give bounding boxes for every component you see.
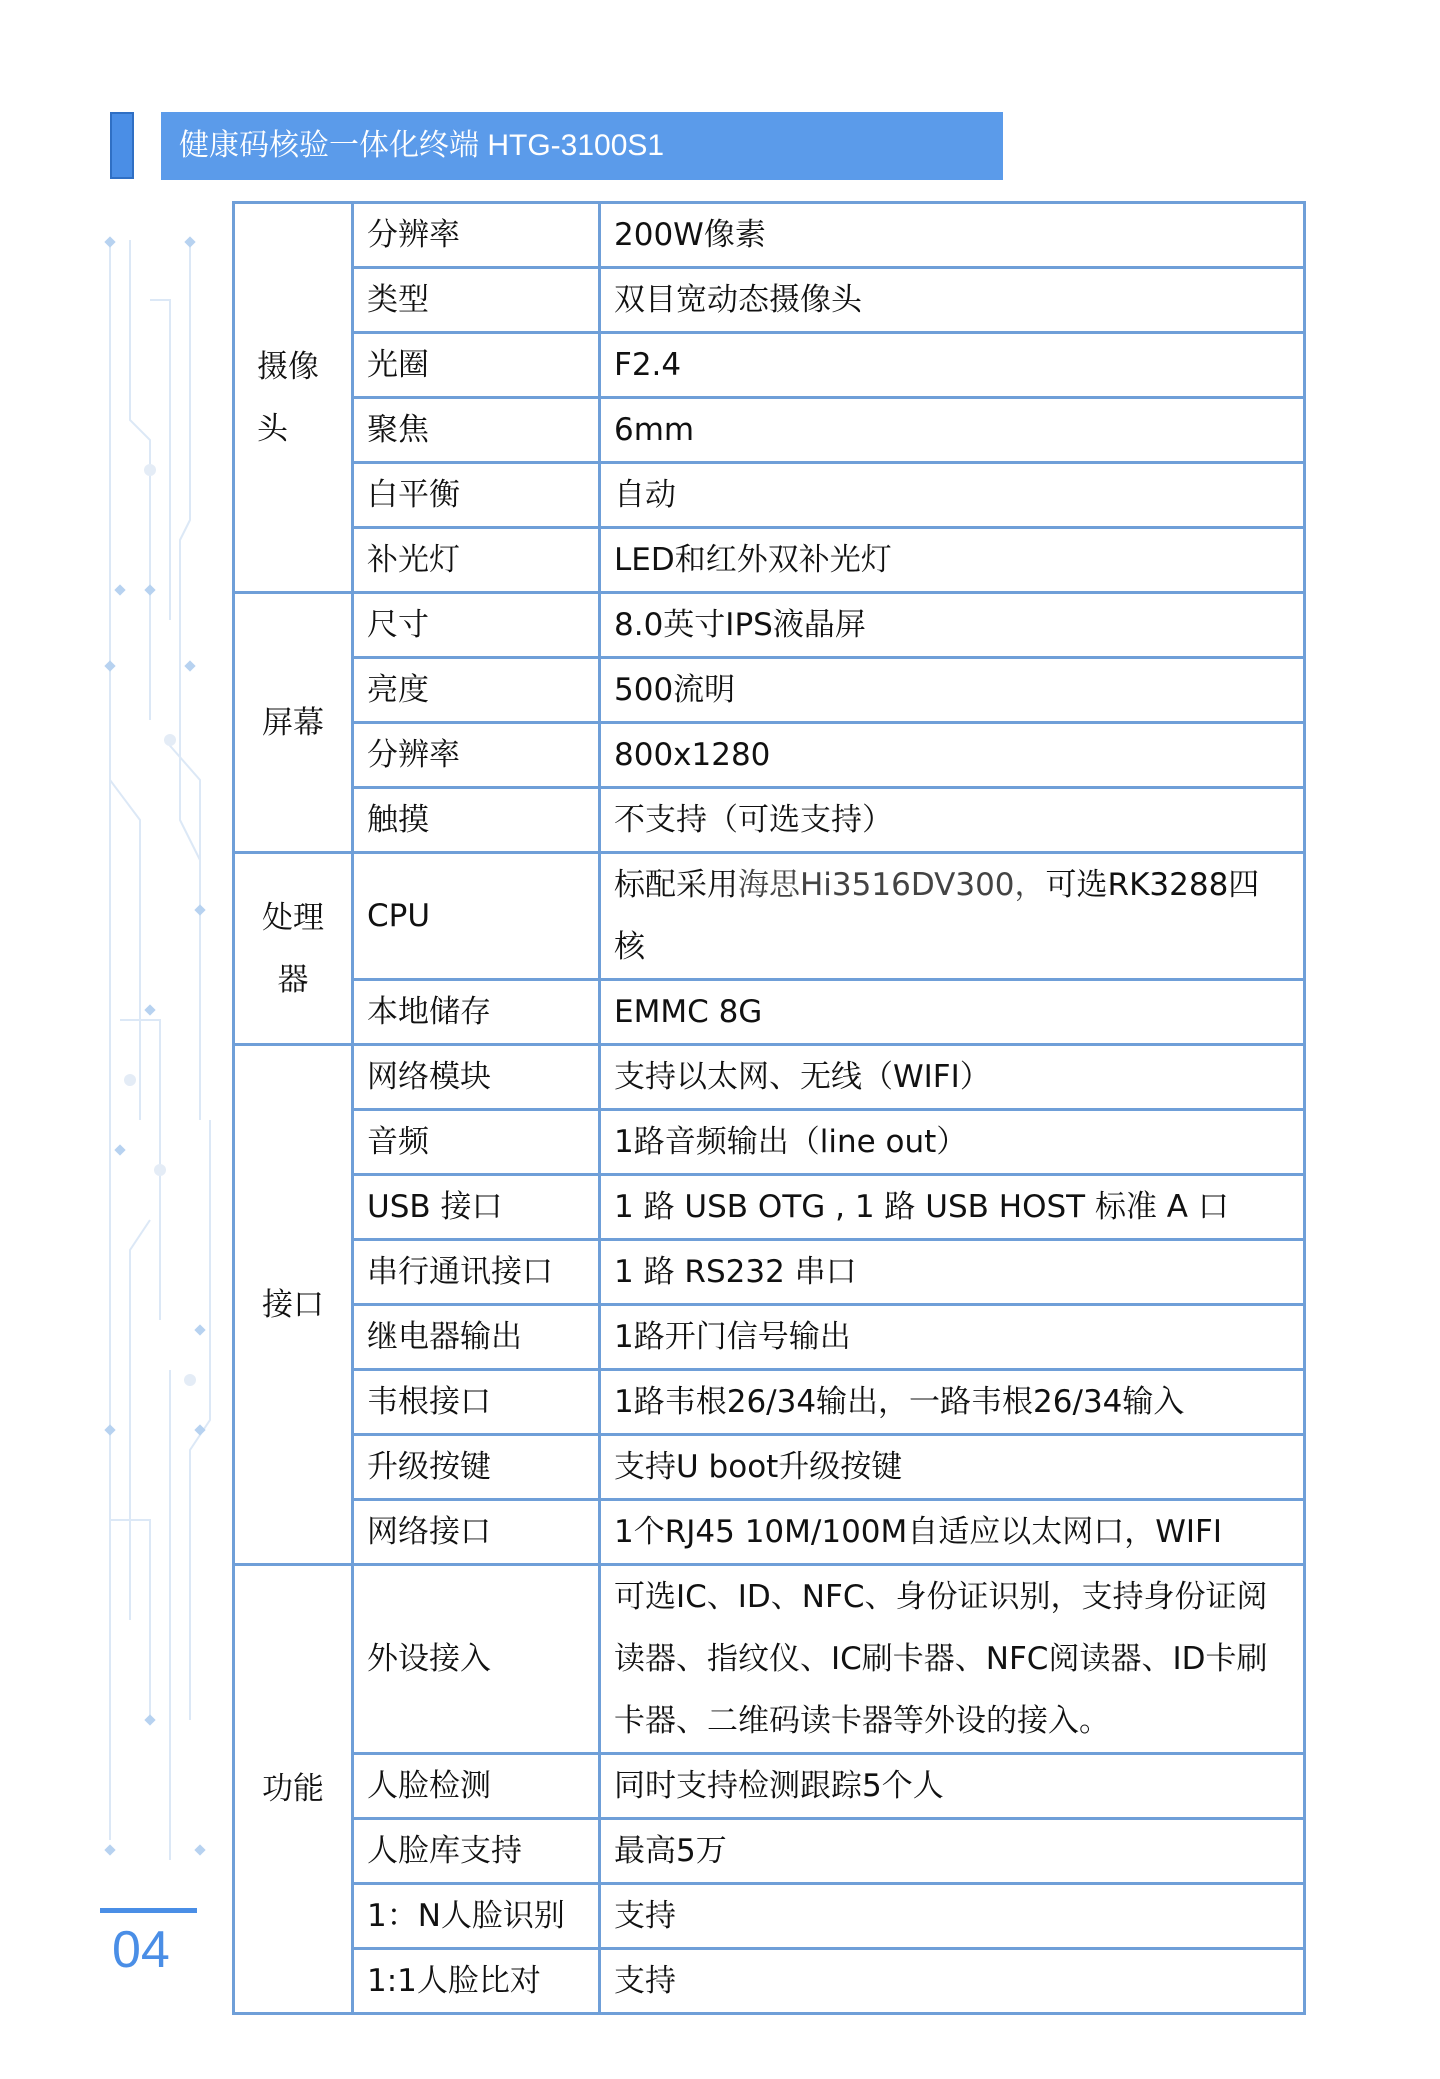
spec-label: 尺寸 (353, 593, 600, 658)
table-row (234, 853, 1305, 980)
table-row (234, 1045, 1305, 1110)
cpu-value-highlight: 海思Hi3516DV300， (738, 867, 1046, 903)
table-row (234, 1949, 1305, 2014)
spec-value: 支持U boot升级按键 (600, 1435, 1305, 1500)
cpu-value-prefix: 标配采用 (614, 867, 738, 903)
group-interface: 接口 (234, 1045, 353, 1565)
table-row (234, 398, 1305, 463)
spec-value: 800x1280 (600, 723, 1305, 788)
spec-value: 1个RJ45 10M/100M自适应以太网口，WIFI (600, 1500, 1305, 1565)
spec-label: 亮度 (353, 658, 600, 723)
spec-value: 支持 (600, 1949, 1305, 2014)
spec-label: 外设接入 (353, 1565, 600, 1754)
spec-value: 1 路 RS232 串口 (600, 1240, 1305, 1305)
spec-label: 网络接口 (353, 1500, 600, 1565)
cpu-value-suffix: 可选RK3288四核 (614, 867, 1260, 965)
spec-label: 继电器输出 (353, 1305, 600, 1370)
header-accent-square (110, 112, 134, 179)
spec-label: 分辨率 (353, 723, 600, 788)
spec-value: 1路韦根26/34输出，一路韦根26/34输入 (600, 1370, 1305, 1435)
group-processor: 处理器 (234, 853, 353, 1045)
spec-label: 类型 (353, 268, 600, 333)
spec-value: 同时支持检测跟踪5个人 (600, 1754, 1305, 1819)
circuit-decoration (90, 220, 220, 1860)
spec-value: LED和红外双补光灯 (600, 528, 1305, 593)
spec-label: 串行通讯接口 (353, 1240, 600, 1305)
spec-value (600, 853, 1305, 980)
spec-value: 1路开门信号输出 (600, 1305, 1305, 1370)
spec-label: CPU (353, 853, 600, 980)
spec-value: 6mm (600, 398, 1305, 463)
page-number: 04 (112, 1921, 170, 1979)
spec-value: 500流明 (600, 658, 1305, 723)
spec-label: USB 接口 (353, 1175, 600, 1240)
spec-label: 白平衡 (353, 463, 600, 528)
group-function: 功能 (234, 1565, 353, 2014)
spec-value: 可选IC、ID、NFC、身份证识别，支持身份证阅读器、指纹仪、IC刷卡器、NFC阅读器、ID卡刷卡器、二维码读卡器等外设的接入。 (600, 1565, 1305, 1754)
spec-label: 聚焦 (353, 398, 600, 463)
spec-label: 分辨率 (353, 203, 600, 268)
spec-value: 1路音频输出（line out） (600, 1110, 1305, 1175)
table-row (234, 528, 1305, 593)
table-row (234, 593, 1305, 658)
spec-value: 不支持（可选支持） (600, 788, 1305, 853)
spec-label: 补光灯 (353, 528, 600, 593)
table-row (234, 1305, 1305, 1370)
spec-value: F2.4 (600, 333, 1305, 398)
spec-value: 双目宽动态摄像头 (600, 268, 1305, 333)
spec-value: 自动 (600, 463, 1305, 528)
table-row (234, 723, 1305, 788)
spec-label: 1:1人脸比对 (353, 1949, 600, 2014)
table-row (234, 268, 1305, 333)
table-row (234, 1819, 1305, 1884)
spec-value: 支持 (600, 1884, 1305, 1949)
table-row (234, 1240, 1305, 1305)
group-screen: 屏幕 (234, 593, 353, 853)
table-row (234, 980, 1305, 1045)
spec-value: 支持以太网、无线（WIFI） (600, 1045, 1305, 1110)
table-row (234, 1884, 1305, 1949)
spec-value: 最高5万 (600, 1819, 1305, 1884)
page-number-rule (100, 1908, 197, 1913)
table-row (234, 463, 1305, 528)
spec-table (232, 201, 1306, 2015)
table-row (234, 333, 1305, 398)
spec-label: 触摸 (353, 788, 600, 853)
spec-label: 1：N人脸识别 (353, 1884, 600, 1949)
spec-label: 人脸检测 (353, 1754, 600, 1819)
spec-label: 本地储存 (353, 980, 600, 1045)
table-row (234, 1565, 1305, 1754)
spec-label: 网络模块 (353, 1045, 600, 1110)
spec-value: 1 路 USB OTG , 1 路 USB HOST 标准 A 口 (600, 1175, 1305, 1240)
spec-value: 8.0英寸IPS液晶屏 (600, 593, 1305, 658)
table-row (234, 203, 1305, 268)
spec-label: 人脸库支持 (353, 1819, 600, 1884)
table-row (234, 1110, 1305, 1175)
table-row (234, 1175, 1305, 1240)
table-row (234, 1370, 1305, 1435)
table-row (234, 658, 1305, 723)
spec-value: EMMC 8G (600, 980, 1305, 1045)
spec-label: 音频 (353, 1110, 600, 1175)
table-row (234, 1435, 1305, 1500)
table-row (234, 788, 1305, 853)
table-row (234, 1500, 1305, 1565)
spec-label: 升级按键 (353, 1435, 600, 1500)
spec-label: 韦根接口 (353, 1370, 600, 1435)
spec-value: 200W像素 (600, 203, 1305, 268)
group-camera: 摄像头 (234, 203, 353, 593)
spec-label: 光圈 (353, 333, 600, 398)
page-title: 健康码核验一体化终端 HTG-3100S1 (161, 112, 1003, 180)
table-row (234, 1754, 1305, 1819)
